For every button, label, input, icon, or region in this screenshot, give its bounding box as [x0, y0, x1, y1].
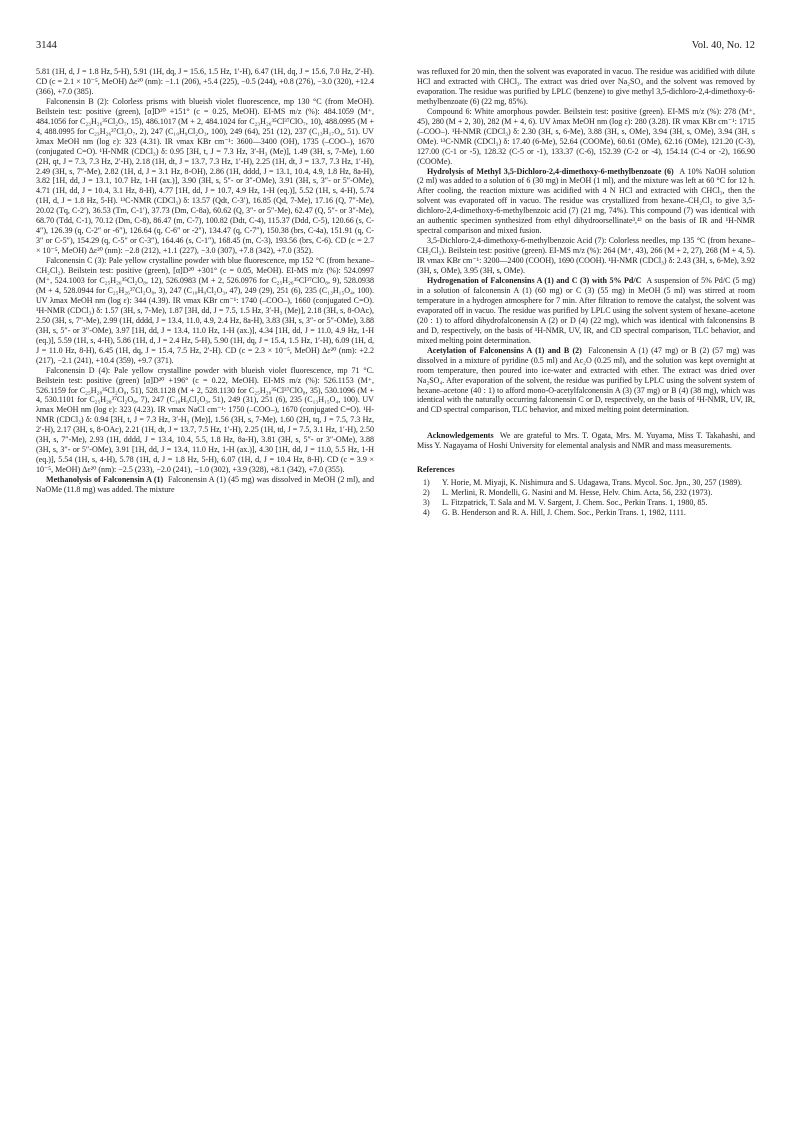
reference-number: 4) [423, 508, 430, 518]
paragraph: was refluxed for 20 min, then the solvent was evaporated in vacuo. The residue was acidified with dilute HCl and extracted with CHCl₃. The extract was dried over Na₂SO₄ and the solvent was removed by evaporation. The residue was purified by LPLC (benzene) to give methyl 3,5-dichloro-2,4-dimethoxy-6-methylbenzoate (6) (22 mg, 85%). [417, 67, 755, 106]
paragraph-falconensin-d: Falconensin D (4): Pale yellow crystalline powder with blueish violet fluorescence, mp 71 °C. Beilstein test: positive (green) [α]D²⁰ +196° (c = 0.22, MeOH). EI-MS m/z (%): 526.1153 (M⁺, 526.1159 for C₂₅H₂₈³⁵Cl₂O₈, 51), 528.1128 (M + 2, 528.1130 for C₂₅H₂₈³⁵Cl³⁷ClO₈, 35), 530.1096 (M + 4, 530.1101 for C₂₅H₂₈³⁷Cl₂O₈, 7), 247 (C₁₀H₉Cl₂O₃, 51), 249 (31), 251 (6), 235 (C₁₃H₁₅O₄, 100). UV λmax MeOH nm (log ε): 323 (4.23). IR νmax NaCl cm⁻¹: 1750 (–COO–), 1670 (conjugated C=O). ¹H-NMR (CDCl₃) δ: 0.94 [3H, t, J = 7.3 Hz, 3′-H₃ (Me)], 1.56 (3H, s, 7-Me), 1.60 (2H, tq, J = 7.5, 7.3 Hz, 2′-H), 2.17 (3H, s, 8-OAc), 2.21 (1H, dt, J = 13.7, 7.5 Hz, 1′-H), 2.25 (1H, td, J = 7.5, 3.1 Hz, 1′-H), 2.50 (3H, s, 7″-Me), 2.93 (1H, dddd, J = 13.4, 10.4, 5.5, 1.8 Hz, 8a-H), 3.81 (3H, s, 5″- or 3″-OMe), 3.88 (3H, s, 3″- or 5″-OMe), 3.91 [1H, dd, J = 13.4, 11.0 Hz, 1-H (ax.)], 4.30 [1H, dd, J = 11.0, 5.5 Hz, 1-H (eq.)], 5.54 (1H, s, 4-H), 5.78 (1H, d, J = 1.8 Hz, 5-H), 6.07 (1H, d, J = 10.4 Hz, 8-H). CD (c = 3.9 × 10⁻⁵, MeOH) Δε²⁰ (nm): −2.5 (233), −2.0 (241), −1.0 (302), +3.9 (328), +8.1 (342), +7.0 (355). [36, 365, 374, 475]
section-heading: Hydrogenation of Falconensins A (1) and C (3) with 5% Pd/C [427, 276, 642, 286]
paragraph: 5.81 (1H, d, J = 1.8 Hz, 5-H), 5.91 (1H, dq, J = 15.6, 1.5 Hz, 1′-H), 6.47 (1H, dq, J = 15.6, 7.0 Hz, 2′-H). CD (c = 2.1 × 10⁻⁵, MeOH) Δε²⁰ (nm): −1.1 (206), +5.4 (225), −0.5 (244), +0.8 (276), −3.0 (320), +12.4 (366), +7.0 (385). [36, 67, 374, 96]
paragraph-hydrolysis [417, 167, 755, 237]
reference-item [417, 478, 755, 488]
section-body: Falconensin A (1) (47 mg) or B (2) (57 mg) was dissolved in a mixture of pyridine (0.5 ml) and Ac₂O (0.25 ml), and the solution was kept overnight at room temperature, then poured into ice-water and extracted with ether. The extract was dried over Na₂SO₄. After evaporation of the solvent, the residue was purified by LPLC using the solvent system of hexane–acetone (40 : 1) to afford mono-O-acetylfalconensin A (3) (37 mg) or B (4) (38 mg), which was identical with the naturally occurring falconensin C or D, respectively, on the basis of ¹H-NMR, UV, IR, and CD spectral comparison, TLC behavior, and mixed melting point determination. [417, 345, 755, 415]
section-heading: Acetylation of Falconensins A (1) and B (2) [427, 345, 582, 355]
paragraph-falconensin-c: Falconensin C (3): Pale yellow crystalline powder with blue fluorescence, mp 152 °C (from hexane–CH₂Cl₂). Beilstein test: positive (green), [α]D²⁰ +301° (c = 0.05, MeOH). EI-MS m/z (%): 524.0997 (M⁺, 524.1003 for C₂₅H₂₆³⁵Cl₂O₈, 12), 526.0983 (M + 2, 526.0976 for C₂₅H₂₆³⁵Cl³⁷ClO₈, 9), 528.0938 (M + 4, 528.0944 for C₂₅H₂₆³⁷Cl₂O₈, 3), 247 (C₁₀H₉Cl₂O₃, 47), 249 (29), 251 (6), 235 (C₁₃H₁₅O₄, 100). UV λmax MeOH nm (log ε): 344 (4.39). IR νmax KBr cm⁻¹: 1740 (–COO–), 1660 (conjugated C=O). ¹H-NMR (CDCl₃) δ: 1.57 (3H, s, 7-Me), 1.87 [3H, dd, J = 7.5, 1.5 Hz, 3′-H₃ (Me)], 2.18 (3H, s, 8-OAc), 2.50 (3H, s, 7″-Me), 2.99 (1H, dddd, J = 13.4, 11.0, 4.9, 2.4 Hz, 8a-H), 3.83 (3H, s, 3″- or 5″-OMe), 3.88 (3H, s, 5″- or 3″-OMe), 3.97 [1H, dd, J = 13.4, 11.0 Hz, 1-H (ax.)], 4.34 [1H, dd, J = 11.0, 4.9 Hz, 1-H (eq.)], 5.59 (1H, s, 4-H), 5.86 (1H, d, J = 2.4 Hz, 5-H), 5.90 (1H, dq, J = 15.4, 1.5 Hz, 1′-H), 6.09 (1H, d, J = 11.0 Hz, 8-H), 6.45 (1H, dq, J = 15.4, 7.5 Hz, 2′-H). CD (c = 2.3 × 10⁻⁵, MeOH) Δε²⁰ (nm): +2.2 (217), −2.1 (241), +10.4 (359), +9.7 (371). [36, 256, 374, 365]
reference-text: L. Merlini, R. Mondelli, G. Nasini and M. Hesse, Helv. Chim. Acta, 56, 232 (1973). [442, 488, 713, 498]
reference-item [417, 498, 755, 508]
section-body: Falconensin A (1) (45 mg) was dissolved in MeOH (2 ml), and NaOMe (11.8 mg) was added. The mixture [36, 475, 374, 495]
reference-number: 2) [423, 488, 430, 498]
acknowledgements [417, 431, 755, 451]
reference-number: 1) [423, 478, 430, 488]
paragraph-falconensin-b: Falconensin B (2): Colorless prisms with blueish violet fluorescence, mp 130 °C (from MeOH). Beilstein test: positive (green), [α]D²⁰ +151° (c = 0.25, MeOH). EI-MS m/z (%): 484.1059 (M⁺, 484.1056 for C₂₃H₂₆³⁵Cl₂O₇, 15), 486.1017 (M + 2, 484.1024 for C₂₃H₂₆³⁵Cl³⁷ClO₇, 10), 488.0995 (M + 4, 488.0995 for C₂₃H₂₆³⁷Cl₂O₇, 2), 247 (C₁₀H₉Cl₂O₃, 100), 249 (64), 251 (12), 237 (C₁₃H₁₇O₄, 51). UV λmax MeOH nm (log ε): 323 (4.31). IR νmax KBr cm⁻¹: 3600—3400 (OH), 1735 (–COO–), 1670 (conjugated C=O). ¹H-NMR (CDCl₃) δ: 0.95 [3H, t, J = 7.3 Hz, 3′-H₃ (Me)], 1.49 (3H, s, 7-Me), 1.60 (2H, qt, J = 7.3, 7.3 Hz, 2′-H), 2.18 (1H, dt, J = 13.7, 7.3 Hz, 1′-H), 2.25 (1H, dt, J = 13.7, 7.3 Hz, 1′-H), 2.49 (3H, s, 7″-Me), 2.82 (1H, d, J = 3.1 Hz, 8-OH), 2.86 (1H, dddd, J = 13.1, 10.4, 4.9, 1.8 Hz, 8a-H), 3.82 [1H, dd, J = 13.1, 10.7 Hz, 1-H (ax.)], 3.90 (3H, s, 5″- or 3″-OMe), 3.91 (3H, s, 3″- or 5″-OMe), 4.71 (1H, dd, J = 10.4, 3.1 Hz, 8-H), 4.77 [1H, dd, J = 10.7, 4.9 Hz, 1-H (eq.)], 5.52 (1H, s, 4-H), 5.74 (1H, d, J = 1.8 Hz, 5-H). ¹³C-NMR (CDCl₃) δ: 13.57 (Qdt, C-3′), 16.85 (Qd, 7-Me), 17.16 (Q, 7″-Me), 20.02 (Tq, C-2′), 36.53 (Tm, C-1′), 37.73 (Dm, C-8a), 60.62 (Q, 3″- or 5″-Me), 62.47 (Q, 5″- or 3″-Me), 68.70 (Tdd, C-1), 70.12 (Dm, C-8), 86.47 (m, C-7), 100.82 (Ddt, C-4), 115.37 (Ddd, C-5), 120.66 (s, C-4″), 126.39 (q, C-2″ or -6″), 126.64 (q, C-6″ or -2″), 134.47 (q, C-7″), 150.38 (brs, C-4a), 151.91 (q, C-3″ or C-5″), 154.29 (q, C-5″ or C-3″), 164.46 (s, C-1″), 168.45 (m, C-3), 193.56 (brs, C-6). CD (c = 2.7 × 10⁻⁵, MeOH) Δε²⁰ (nm): −2.8 (212), +1.1 (227), −3.0 (307), +7.8 (342), +7.0 (352). [36, 96, 374, 256]
section-body: A suspension of 5% Pd/C (5 mg) in a solution of falconensin A (1) (60 mg) or C (3) (55 mg) in MeOH (5 ml) was stirred at room temperature in a hydrogen atmosphere for 7 min. After filtration to remove the catalyst, the solvent was evaporated off in vacuo. The residue was purified by LPLC using the solvent system of hexane–acetone (20 : 1) to afford dihydrofalconensin A (2) or D (4) (22 mg), which was identical with falconensins B and D, respectively, on the basis of ¹H-NMR, UV, IR, and CD spectral comparison, TLC behavior, and mixed melting point determination. [417, 276, 755, 345]
section-body: A 10% NaOH solution (2 ml) was added to a solution of 6 (30 mg) in MeOH (1 ml), and the mixture was left at 60 °C for 12 h. After cooling, the reaction mixture was acidified with 4 N HCl and extracted with CHCl₃, then the solvent was evaporated off in vacuo. The residue was crystallized from hexane–CH₂Cl₂ to give 3,5-dichloro-2,4-dimethoxy-6-methylbenzoic acid (7) (21 mg, 74%). This compound (7) was identical with an authentic specimen synthesized from ethyl dihydroorsellinate³,⁴⁾ on the basis of IR and ¹H-NMR spectral comparison and mixed fusion. [417, 166, 756, 236]
section-heading: Hydrolysis of Methyl 3,5-Dichloro-2,4-dimethoxy-6-methylbenzoate (6) [427, 166, 674, 176]
paragraph-acid-7: 3,5-Dichloro-2,4-dimethoxy-6-methylbenzoic Acid (7): Colorless needles, mp 135 °C (from hexane–CH₂Cl₂). Beilstein test: positive (green). EI-MS m/z (%): 264 (M⁺, 43), 266 (M + 2, 27), 268 (M + 4, 5). IR νmax KBr cm⁻¹: 3200—2400 (COOH), 1690 (COOH). ¹H-NMR (CDCl₃) δ: 2.43 (3H, s, 6-Me), 3.92 (3H, s, OMe), 3.95 (3H, s, OMe). [417, 236, 755, 276]
paragraph-acetylation [417, 346, 755, 416]
paragraph-compound-6: Compound 6: White amorphous powder. Beilstein test: positive (green). EI-MS m/z (%): 278 (M⁺, 45), 280 (M + 2, 30), 282 (M + 4, 6). UV λmax MeOH nm (log ε): 280 (3.28). IR νmax KBr cm⁻¹: 1715 (–COO–). ¹H-NMR (CDCl₃) δ: 2.30 (3H, s, 6-Me), 3.88 (3H, s, OMe), 3.94 (3H, s, OMe), 3.94 (3H, s OMe). ¹³C-NMR (CDCl₃) δ: 17.40 (6-Me), 52.64 (COOMe), 60.61 (OMe), 62.16 (OMe), 121.20 (C-3), 127.00 (C-1 or -5), 128.32 (C-5 or -1), 133.37 (C-6), 152.39 (C-2 or -4), 154.14 (C-4 or -2), 166.90 (COOMe). [417, 106, 755, 166]
acknowledgements-heading: Acknowledgements [427, 431, 494, 441]
reference-item [417, 508, 755, 518]
reference-text: G. B. Henderson and R. A. Hill, J. Chem. Soc., Perkin Trans. 1, 1982, 1111. [442, 508, 686, 518]
reference-list [417, 478, 755, 518]
left-column [36, 67, 374, 495]
paragraph-hydrogenation [417, 276, 755, 346]
reference-item [417, 488, 755, 498]
reference-text: Y. Horie, M. Miyaji, K. Nishimura and S. Udagawa, Trans. Mycol. Soc. Jpn., 30, 257 (1989). [442, 478, 743, 488]
reference-text: L. Fitzpatrick, T. Sala and M. V. Sargent, J. Chem. Soc., Perkin Trans. 1, 1980, 85. [442, 498, 708, 508]
journal-volume: Vol. 40, No. 12 [691, 40, 755, 51]
page-number: 3144 [36, 40, 57, 51]
right-column [417, 67, 755, 518]
reference-number: 3) [423, 498, 430, 508]
paragraph-methanolysis [36, 475, 374, 495]
section-heading: Methanolysis of Falconensin A (1) [46, 475, 164, 485]
references-heading: References [417, 465, 455, 475]
acknowledgements-text: We are grateful to Mrs. T. Ogata, Mrs. M. Yuyama, Miss T. Takahashi, and Miss Y. Nagayama of Hoshi University for elemental analysis and NMR and mass measurements. [417, 431, 755, 451]
